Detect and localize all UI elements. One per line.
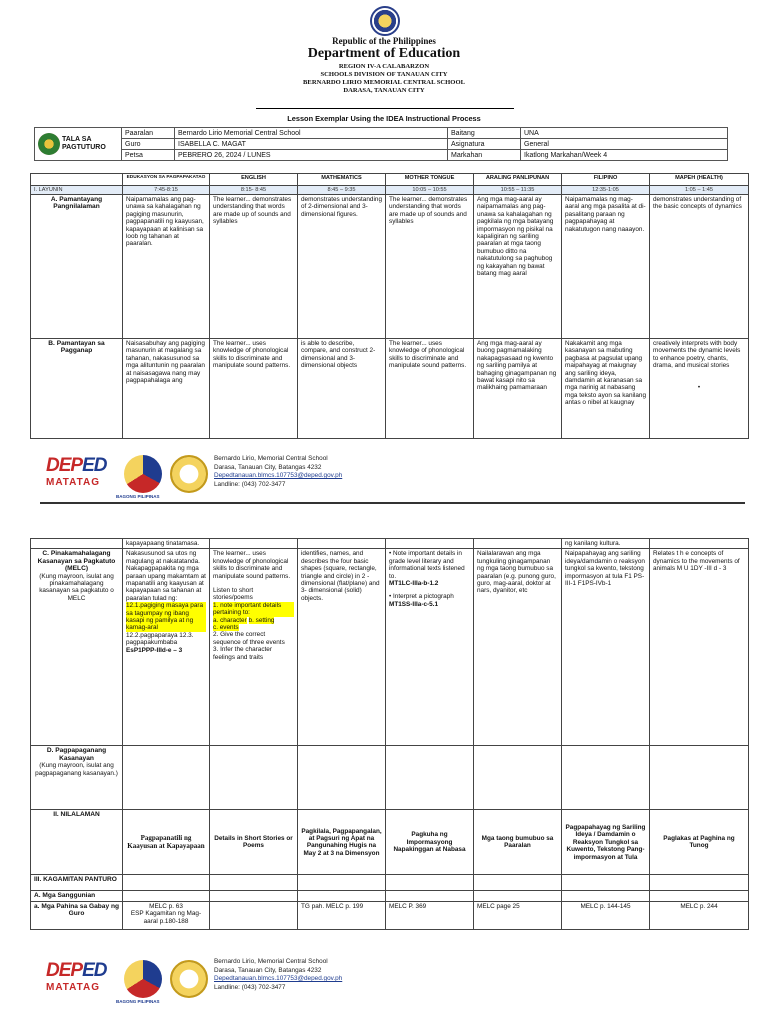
pahina-esp-melc: MELC p. 63 bbox=[149, 902, 183, 910]
cell-d-mother-tongue bbox=[386, 746, 474, 810]
footer-email-link[interactable]: Depedtanauan.blmcs.107753@deped.gov.ph bbox=[214, 472, 343, 480]
cell-c-esp-code: EsP1PPP-IIId-e – 3 bbox=[126, 646, 183, 654]
pahina-mapeh: MELC p. 244 bbox=[650, 901, 749, 929]
header-divider bbox=[256, 108, 514, 109]
nilalaman-araling-panlipunan: Mga taong bumubuo sa Paaralan bbox=[474, 810, 562, 875]
cell-c-mt-code2: MT1SS-IIIa-c-5.1 bbox=[389, 600, 439, 608]
cell-a-araling-panlipunan: Ang mga mag-aaral ay naipamamalas ang pag-unawa sa kahalagahan ng pagkilala ng mga batayang impormasyon ng pisikal na kapaligiran ng sariling paaralan at mga taong bumubuo ditto na nakatutulong sa paghubog ng kakayahan ng bawat batang mag aaral bbox=[474, 195, 562, 339]
pahina-esp-kagamitan: ESP Kagamitan ng Mag-aaral p.180-188 bbox=[130, 910, 202, 925]
cell-c-math: identifies, names, and describes the four basic shapes (square, rectangle, triangle and circle) in 2 - dimensional (flat/plane) and 3- dimensional (solid) objects. bbox=[298, 549, 386, 746]
tala-title: TALA SA PAGTUTURO bbox=[61, 136, 106, 151]
bagong-pilipinas-icon bbox=[124, 455, 162, 493]
kagamitan-math bbox=[298, 875, 386, 891]
kagamitan-english bbox=[210, 875, 298, 891]
cell-a-esp: Naipamamalas ang pag-unawa sa kahalagahan ng pagiging masunurin, pagpapanatili ng kaayusan, kapayapaan at kalinisan sa loob ng tahanan at paaralan. bbox=[123, 195, 210, 339]
cell-d-english bbox=[210, 746, 298, 810]
footer-school-2: Bernardo Lirio, Memorial Central School bbox=[214, 958, 328, 965]
col-esp: EDUKASYON SA PAGPAPAKATAO bbox=[123, 174, 210, 186]
pahina-english bbox=[210, 901, 298, 929]
cell-d-filipino bbox=[562, 746, 650, 810]
deped-seal-icon bbox=[370, 6, 400, 36]
nilalaman-math: Pagkilala, Pagpapangalan, at Pagsuri ng Apat na Pangunahing Hugis na May 2 at 3 na Dimensyon bbox=[298, 810, 386, 875]
row-label-melc bbox=[31, 549, 123, 746]
school-line: BERNARDO LIRIO MEMORIAL CENTRAL SCHOOL bbox=[303, 79, 465, 86]
tala-cell bbox=[35, 128, 122, 161]
bagong-pilipinas-caption-2: BAGONG PILIPINAS bbox=[116, 999, 160, 1004]
row-label-kagamitan: III. KAGAMITAN PANTURO bbox=[31, 875, 123, 891]
footer-address-block-2 bbox=[214, 958, 342, 992]
nilalaman-mother-tongue: Pagkuha ng Impormasyong Napakinggan at Nabasa bbox=[386, 810, 474, 875]
guro-label: Guro bbox=[122, 139, 175, 150]
deped-wordmark bbox=[46, 455, 114, 477]
cont-mother-tongue bbox=[386, 539, 474, 549]
cell-c-araling-panlipunan: Nailalarawan ang mga tungkuling ginagampanan ng mga taong bumubuo sa paaralan (e.g. punong guro, guro, mag-aaral, doktor at nars, dyanitor, etc bbox=[474, 549, 562, 746]
row-label-pamantayan-sa-pagganap: B. Pamantayan sa Pagganap bbox=[31, 339, 123, 439]
cell-b-filipino: Nakakamit ang mga kasanayan sa mabuting pagbasa at pagsulat upang maipahayag at maiugnay ang sariling ideya, damdamin at karanasan sa mga narinig at nabasang mga teksto ayon sa kanilang antas o nibel at kaugnay bbox=[562, 339, 650, 439]
cell-b-mother-tongue: The learner... uses knowledge of phonological skills to discriminate and manipulate sound patterns. bbox=[386, 339, 474, 439]
footer-landline: Landline: (043) 702-3477 bbox=[214, 480, 286, 488]
cell-c-english-hl2: a. character bbox=[213, 616, 247, 624]
deped-wordmark-b: ED bbox=[82, 455, 107, 476]
sanggunian-english bbox=[210, 891, 298, 901]
footer-landline-2: Landline: (043) 702-3477 bbox=[214, 983, 286, 991]
row-label-sanggunian: A. Mga Sanggunian bbox=[31, 891, 123, 901]
matatag-label-2: MATATAG bbox=[46, 982, 101, 993]
time-filipino: 12:35-1:05 bbox=[562, 186, 650, 195]
sanggunian-math bbox=[298, 891, 386, 901]
cell-a-mother-tongue: The learner... demonstrates understanding that words are made up of sounds and syllables bbox=[386, 195, 474, 339]
time-math: 8:45 – 9:35 bbox=[298, 186, 386, 195]
cell-d-math bbox=[298, 746, 386, 810]
sanggunian-araling-panlipunan bbox=[474, 891, 562, 901]
region-line: REGION IV-A CALABARZON bbox=[338, 63, 430, 70]
bagong-pilipinas-caption: BAGONG PILIPINAS bbox=[116, 494, 160, 499]
matatag-label: MATATAG bbox=[46, 477, 101, 488]
kagamitan-esp bbox=[123, 875, 210, 891]
melc-title: C. Pinakamahalagang Kasanayan sa Pagkatuto (MELC) bbox=[37, 550, 116, 573]
cell-c-esp bbox=[123, 549, 210, 746]
cell-d-esp bbox=[123, 746, 210, 810]
row-label-pahina-gabay: a. Mga Pahina sa Gabay ng Guro bbox=[31, 901, 123, 929]
time-araling-panlipunan: 10:55 – 11:35 bbox=[474, 186, 562, 195]
pahina-mother-tongue: MELC P. 369 bbox=[386, 901, 474, 929]
pahina-filipino: MELC p. 144-145 bbox=[562, 901, 650, 929]
col-math: MATHEMATICS bbox=[298, 174, 386, 186]
bagong-pilipinas-icon-2 bbox=[124, 960, 162, 998]
pahina-math: TG pah. MELC p. 199 bbox=[298, 901, 386, 929]
cell-c-mother-tongue bbox=[386, 549, 474, 746]
paaralan-value: Bernardo Lirio Memorial Central School bbox=[175, 128, 448, 139]
bullet-mark: • bbox=[697, 383, 701, 391]
col-english: ENGLISH bbox=[210, 174, 298, 186]
cont-label bbox=[31, 539, 123, 549]
layunin-label: I. LAYUNIN bbox=[31, 186, 123, 195]
deped-logo bbox=[46, 455, 114, 499]
row-label-pagpapaganang bbox=[31, 746, 123, 810]
cell-c-english-hl3: b. setting bbox=[248, 616, 275, 624]
time-english: 8:15- 8:45 bbox=[210, 186, 298, 195]
school-seal-icon-2 bbox=[170, 960, 208, 998]
asignatura-value: General bbox=[521, 139, 728, 150]
baitang-value: UNA bbox=[521, 128, 728, 139]
deped-wordmark-2 bbox=[46, 960, 114, 982]
sanggunian-mother-tongue bbox=[386, 891, 474, 901]
department-title: Department of Education bbox=[307, 46, 461, 61]
cell-c-filipino: Naipapahayag ang sariling ideya/damdamin o reaksyon tungkol sa kwento, tekstong impormasyon at tula F1 PS-III-1 F1PS-IVb-1 bbox=[562, 549, 650, 746]
cell-a-math: demonstrates understanding of 2-dimensional and 3-dimensional figures. bbox=[298, 195, 386, 339]
footer-email-2[interactable] bbox=[214, 975, 342, 984]
cont-araling-panlipunan bbox=[474, 539, 562, 549]
col-mapeh: MAPEH (HEALTH) bbox=[650, 174, 749, 186]
lesson-grid-part2 bbox=[30, 538, 749, 930]
deped-wordmark-2a: DEP bbox=[46, 960, 83, 981]
footer-school: Bernardo Lirio, Memorial Central School bbox=[214, 455, 328, 462]
division-line: SCHOOLS DIVISION OF TANAUAN CITY bbox=[320, 71, 448, 78]
col-araling-panlipunan: ARALING PANLIPUNAN bbox=[474, 174, 562, 186]
petsa-value: PEBRERO 26, 2024 / LUNES bbox=[175, 150, 448, 161]
footer-divider bbox=[40, 502, 745, 504]
sanggunian-mapeh bbox=[650, 891, 749, 901]
cell-c-english bbox=[210, 549, 298, 746]
lesson-grid-part1 bbox=[30, 173, 749, 439]
melc-subtitle: (Kung mayroon, isulat ang pinakamahalagang kasanayan sa pagkatuto o MELC bbox=[39, 572, 114, 602]
paaralan-label: Paaralan bbox=[122, 128, 175, 139]
footer-city-2: Darasa, Tanauan City, Batangas 4232 bbox=[214, 966, 322, 974]
cell-a-english: The learner... demonstrates understanding that words are made up of sounds and syllables bbox=[210, 195, 298, 339]
pahina-araling-panlipunan: MELC page 25 bbox=[474, 901, 562, 929]
pahina-esp bbox=[123, 901, 210, 929]
cell-c-english-hl4: c. events bbox=[213, 624, 239, 632]
petsa-label: Petsa bbox=[122, 150, 175, 161]
sanggunian-filipino bbox=[562, 891, 650, 901]
lesson-info-table bbox=[34, 127, 728, 161]
cell-b-english: The learner... uses knowledge of phonological skills to discriminate and manipulate sound patterns. bbox=[210, 339, 298, 439]
kagamitan-mother-tongue bbox=[386, 875, 474, 891]
cell-a-filipino: Naipamamalas ng mag-aaral ang mga pasalita at di-pasalitang paraan ng pagpapahayag at nakatutugon nang naaayon. bbox=[562, 195, 650, 339]
cell-c-esp-more: 12.2.pagpaparaya 12.3. pagpapakumbaba bbox=[126, 631, 194, 647]
kagamitan-araling-panlipunan bbox=[474, 875, 562, 891]
cell-b-esp: Naisasabuhay ang pagiging masunurin at magalang sa tahanan, nakasusunod sa mga alituntunin ng paaralan at naisasagawa nang may pagpapahalaga ang bbox=[123, 339, 210, 439]
markahan-value: Ikatlong Markahan/Week 4 bbox=[521, 150, 728, 161]
address-line: DARASA, TANAUAN CITY bbox=[343, 87, 425, 94]
cell-c-esp-highlight: 12.1.pagiging masaya para sa tagumpay ng ibang kasapi ng pamilya at ng kamag-aral bbox=[126, 602, 206, 632]
footer-email[interactable] bbox=[214, 472, 342, 481]
cont-mapeh bbox=[650, 539, 749, 549]
cell-a-mapeh: demonstrates understanding of the basic concepts of dynamics bbox=[650, 195, 749, 339]
deped-logo-2 bbox=[46, 960, 114, 1004]
cell-c-mapeh: Relates t h e concepts of dynamics to the movements of animals M U 1DY -III d - 3 bbox=[650, 549, 749, 746]
cell-c-english-hl1: 1. note important details pertaining to: bbox=[213, 602, 294, 617]
cell-c-mt-text: • Note important details in grade level literary and informational texts listened to. bbox=[389, 550, 465, 580]
footer-city: Darasa, Tanauan City, Batangas 4232 bbox=[214, 463, 322, 471]
guro-value: ISABELLA C. MAGAT bbox=[175, 139, 448, 150]
row-label-pamantayang-pangnilalaman: A. Pamantayang Pangnilalaman bbox=[31, 195, 123, 339]
cont-english bbox=[210, 539, 298, 549]
cell-c-english-text: The learner... uses knowledge of phonological skills to discriminate and manipulate sound patterns. bbox=[213, 550, 291, 580]
cell-b-mapeh-text: creatively interprets with body movements the dynamic levels to enhance poetry, chants, drama, and musical stories bbox=[653, 340, 741, 370]
sanggunian-esp bbox=[123, 891, 210, 901]
corner-cell bbox=[31, 174, 123, 186]
document-title: Lesson Exemplar Using the IDEA Instructional Process bbox=[287, 114, 481, 123]
pagpapaganang-title: D. Pagpapaganang Kasanayan bbox=[46, 747, 107, 762]
kagamitan-mapeh bbox=[650, 875, 749, 891]
cont-esp: kapayapaang tinatamasa. bbox=[123, 539, 210, 549]
nilalaman-esp: Pagpapanatili ng Kaayusan at Kapayapaan bbox=[123, 810, 210, 875]
time-mapeh: 1:05 – 1:45 bbox=[650, 186, 749, 195]
school-seal-icon bbox=[170, 455, 208, 493]
nilalaman-english: Details in Short Stories or Poems bbox=[210, 810, 298, 875]
pagpapaganang-subtitle: (Kung mayroon, isulat ang pagpapaganang kasanayan.) bbox=[35, 762, 118, 777]
footer-address-block bbox=[214, 455, 342, 489]
cell-c-english-sequence: 2. Give the correct sequence of three events bbox=[213, 631, 285, 646]
col-mother-tongue: MOTHER TONGUE bbox=[386, 174, 474, 186]
cont-math bbox=[298, 539, 386, 549]
time-esp: 7:45-8:15 bbox=[123, 186, 210, 195]
cell-c-english-listen: Listen to short stories/poems bbox=[213, 587, 254, 602]
nilalaman-mapeh: Paglakas at Paghina ng Tunog bbox=[650, 810, 749, 875]
deped-wordmark-2b: ED bbox=[82, 960, 107, 981]
markahan-label: Markahan bbox=[448, 150, 521, 161]
cell-c-esp-text: Nakasusunod sa utos ng magulang at nakatatanda. Nakapagpapakita ng mga paraan upang makamtam at mapanatili ang kaayusan at kapayapaan sa tahanan at paaralan tulad ng: bbox=[126, 550, 206, 602]
time-mother-tongue: 10:05 – 10:55 bbox=[386, 186, 474, 195]
cell-b-mapeh bbox=[650, 339, 749, 439]
cell-b-araling-panlipunan: Ang mga mag-aaral ay buong pagmamalaking nakapagsasaad ng kwento ng sariling pamilya at bahaging ginagampanan ng bawat kasapi nito sa malikhaing pamamaraan bbox=[474, 339, 562, 439]
cell-d-araling-panlipunan bbox=[474, 746, 562, 810]
kagamitan-filipino bbox=[562, 875, 650, 891]
baitang-label: Baitang bbox=[448, 128, 521, 139]
cell-c-english-infer: 3. Infer the character feelings and traits bbox=[213, 646, 272, 661]
school-logo-icon bbox=[38, 133, 60, 155]
cell-d-mapeh bbox=[650, 746, 749, 810]
nilalaman-filipino: Pagpapahayag ng Sariling Ideya / Damdamin o Reaksyon Tungkol sa Kuwento, Tekstong Pang-impormasyon at Tula bbox=[562, 810, 650, 875]
footer-email-link-2[interactable]: Depedtanauan.blmcs.107753@deped.gov.ph bbox=[214, 975, 343, 983]
cont-filipino: ng kanilang kultura. bbox=[562, 539, 650, 549]
asignatura-label: Asignatura bbox=[448, 139, 521, 150]
deped-wordmark-a: DEP bbox=[46, 455, 83, 476]
cell-b-math: is able to describe, compare, and construct 2- dimensional and 3-dimensional objects bbox=[298, 339, 386, 439]
col-filipino: FILIPINO bbox=[562, 174, 650, 186]
cell-c-mt-code1: MT1LC-IIIa-b-1.2 bbox=[389, 580, 439, 588]
cell-c-mt-pictograph: • Interpret a pictograph bbox=[389, 593, 454, 601]
row-label-nilalaman: II. NILALAMAN bbox=[31, 810, 123, 875]
republic-line: Republic of the Philippines bbox=[332, 36, 436, 46]
